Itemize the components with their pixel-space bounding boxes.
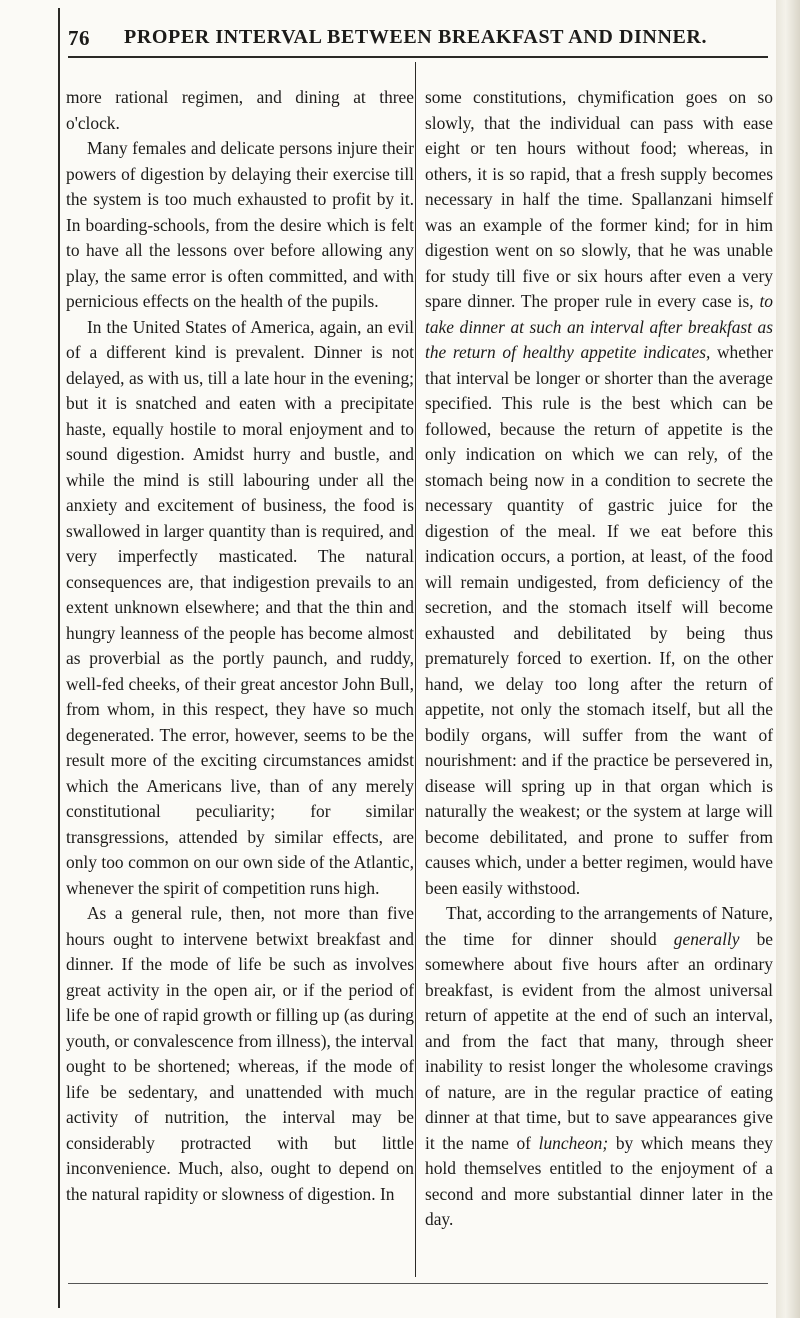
right-column bbox=[425, 85, 773, 1275]
text-run: be somewhere about five hours after an ordinary breakfast, is evident from the almost universal return of appetite at the end of such an interval, and from the fact that many, through sheer inability to resist longer the wholesome cravings of nature, are in the regular practice of eating dinner at that time, but to save appearances give it the name of bbox=[425, 928, 774, 1153]
text-run: some constitutions, chymification goes on so slowly, that the individual can pass with ease eight or ten hours without food; whereas, in others, it is so rapid, that a fresh supply becomes necessary in half the time. Spallanzani himself was an example of the former kind; for in him digestion went on so slowly, that he was unable for study till five or six hours after even a very spare dinner. The proper rule in every case is, bbox=[425, 87, 773, 311]
left-column bbox=[66, 85, 414, 1275]
paragraph: In the United States of America, again, an evil of a different kind is prevalent. Dinner is not delayed, as with us, till a late hour in the evening; but it is snatched and eaten with a precipitate haste, equally hostile to moral enjoyment and to sound digestion. Amidst hurry and bustle, and while the mind is still labouring under all the anxiety and excitement of business, the food is swallowed in larger quantity than is required, and very imperfectly masticated. The natural consequences are, that indigestion prevails to an extent unknown elsewhere; and that the thin and hungry leanness of the people has become almost as proverbial as the portly paunch, and ruddy, well-fed cheeks, of their great ancestor John Bull, from whom, in this respect, they have so much degenerated. The error, however, seems to be the result more of the exciting circumstances amidst which the Americans live, than of any merely constitutional peculiarity; for similar transgressions, attended by similar effects, are only too common on our own side of the Atlantic, whenever the spirit of competition runs high. bbox=[66, 316, 414, 898]
italic-text: to take dinner at such an interval after breakfast as the return of healthy appetite indicates, bbox=[425, 291, 773, 362]
paragraph: more rational regimen, and dining at three o'clock. bbox=[66, 87, 414, 133]
italic-text: generally bbox=[673, 928, 740, 949]
paragraph: Many females and delicate persons injure their powers of digestion by delaying their exercise till the system is too much exhausted to profit by it. In boarding-schools, from the desire which is felt to have all the lessons over before allowing any play, the same error is often committed, and with pernicious effects on the health of the pupils. bbox=[66, 138, 414, 311]
text-run: by which means they hold themselves entitled to the enjoyment of a second and more substantial dinner later in the day. bbox=[425, 1132, 773, 1229]
bottom-rule bbox=[68, 1283, 768, 1284]
italic-text: luncheon; bbox=[538, 1132, 609, 1153]
text-run: That, according to the arrangements of Nature, the time for dinner should bbox=[425, 903, 773, 949]
page-header bbox=[68, 12, 768, 58]
text-run: whether that interval be longer or shorter than the average specified. This rule is the best which can be followed, because the return of appetite is the only indication on which we can rely, of the stomach being now in a condition to secrete the necessary quantity of gastric juice for the digestion of the meal. If we eat before this indication occurs, a portion, at least, of the food will remain undigested, from deficiency of the secretion, and the stomach itself will become exhausted and debilitated by being thus prematurely forced to exertion. If, on the other hand, we delay too long after the return of appetite, not only the stomach itself, but all the bodily organs, will suffer from the want of nourishment: and if the practice be persevered in, disease will spring up in that organ which is naturally the weakest; or the system at large will become debilitated, and prone to suffer from causes which, under a better regimen, would have been easily withstood. bbox=[425, 342, 773, 898]
running-title: PROPER INTERVAL BETWEEN BREAKFAST AND DINNER. bbox=[124, 26, 708, 48]
paragraph: As a general rule, then, not more than five hours ought to intervene betwixt breakfast and dinner. If the mode of life be such as involves great activity in the open air, or if the period of life be one of rapid growth or filling up (as during youth, or convalescence from illness), the interval ought to be shortened; whereas, if the mode of life be sedentary, and unattended with much activity of nutrition, the interval may be considerably protracted with but little inconvenience. Much, also, ought to depend on the natural rapidity or slowness of digestion. In bbox=[66, 903, 414, 1204]
paragraph bbox=[425, 85, 773, 901]
page-number: 76 bbox=[68, 26, 90, 50]
page-edge-shadow bbox=[776, 0, 800, 1318]
paragraph bbox=[425, 901, 773, 1233]
column-divider bbox=[415, 62, 416, 1277]
